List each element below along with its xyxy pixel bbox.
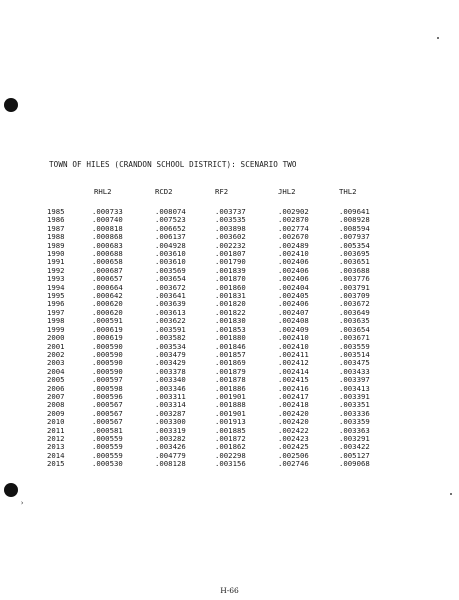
rhl2-cell: .000818	[92, 223, 123, 233]
thl2-cell: .005354	[339, 240, 370, 250]
jhl2-cell: .002407	[278, 307, 309, 317]
rhl2-cell: .000567	[92, 417, 123, 427]
rhl2-cell: .000664	[92, 282, 123, 292]
jhl2-cell: .002416	[278, 383, 309, 393]
thl2-cell: .003672	[339, 299, 370, 309]
thl2-cell: .009641	[339, 207, 370, 216]
rhl2-cell: .000657	[92, 274, 123, 284]
rcd2-cell: .003300	[155, 417, 186, 427]
rcd2-cell: .003654	[155, 274, 186, 284]
jhl2-cell: .002902	[278, 207, 309, 216]
thl2-cell: .003351	[339, 400, 370, 410]
jhl2-cell: .002423	[278, 433, 309, 443]
jhl2-cell: .002489	[278, 240, 309, 250]
year-cell: 2010	[47, 417, 65, 427]
rhl2-cell: .000590	[92, 341, 123, 351]
thl2-cell: .009068	[339, 459, 370, 469]
rf2-cell: .001846	[215, 341, 246, 351]
column-header-thl2: THL2	[339, 187, 357, 196]
year-cell: 1996	[47, 299, 65, 309]
rhl2-cell: .000590	[92, 366, 123, 376]
rf2-cell: .003602	[215, 232, 246, 242]
rf2-cell: .001822	[215, 307, 246, 317]
rcd2-cell: .003569	[155, 265, 186, 275]
rf2-cell: .001807	[215, 249, 246, 259]
table-row	[47, 460, 389, 468]
year-cell: 2008	[47, 400, 65, 410]
jhl2-cell: .002411	[278, 349, 309, 359]
rf2-cell: .001870	[215, 274, 246, 284]
thl2-cell: .003654	[339, 324, 370, 334]
rcd2-cell: .003282	[155, 433, 186, 443]
rcd2-cell: .006137	[155, 232, 186, 242]
rf2-cell: .001879	[215, 366, 246, 376]
jhl2-cell: .002410	[278, 249, 309, 259]
year-cell: 2006	[47, 383, 65, 393]
rhl2-cell: .000597	[92, 375, 123, 385]
year-cell: 1999	[47, 324, 65, 334]
jhl2-cell: .002420	[278, 408, 309, 418]
jhl2-cell: .002409	[278, 324, 309, 334]
rf2-cell: .001830	[215, 316, 246, 326]
thl2-cell: .003559	[339, 341, 370, 351]
rcd2-cell: .003641	[155, 291, 186, 301]
jhl2-cell: .002412	[278, 358, 309, 368]
table-body	[47, 208, 389, 469]
rcd2-cell: .003591	[155, 324, 186, 334]
year-cell: 2000	[47, 333, 65, 343]
rhl2-cell: .000567	[92, 408, 123, 418]
rcd2-cell: .003311	[155, 391, 186, 401]
thl2-cell: .003649	[339, 307, 370, 317]
binder-hole-top	[4, 98, 18, 112]
year-cell: 2004	[47, 366, 65, 376]
rhl2-cell: .000687	[92, 265, 123, 275]
year-cell: 1993	[47, 274, 65, 284]
rhl2-cell: .000590	[92, 358, 123, 368]
rhl2-cell: .000591	[92, 316, 123, 326]
rcd2-cell: .003534	[155, 341, 186, 351]
rf2-cell: .001872	[215, 433, 246, 443]
jhl2-cell: .002415	[278, 375, 309, 385]
thl2-cell: .003776	[339, 274, 370, 284]
rhl2-cell: .000559	[92, 433, 123, 443]
rf2-cell: .001857	[215, 349, 246, 359]
thl2-cell: .003363	[339, 425, 370, 435]
thl2-cell: .003359	[339, 417, 370, 427]
jhl2-cell: .002425	[278, 442, 309, 452]
rhl2-cell: .000596	[92, 391, 123, 401]
thl2-cell: .007937	[339, 232, 370, 242]
year-cell: 1992	[47, 265, 65, 275]
year-cell: 2013	[47, 442, 65, 452]
rhl2-cell: .000642	[92, 291, 123, 301]
data-table	[47, 187, 389, 469]
thl2-cell: .003397	[339, 375, 370, 385]
thl2-cell: .003651	[339, 257, 370, 267]
rf2-cell: .001862	[215, 442, 246, 452]
rf2-cell: .001869	[215, 358, 246, 368]
thl2-cell: .003688	[339, 265, 370, 275]
rcd2-cell: .003613	[155, 307, 186, 317]
speck-top-right	[437, 37, 439, 39]
rf2-cell: .001839	[215, 265, 246, 275]
thl2-cell: .003422	[339, 442, 370, 452]
jhl2-cell: .002404	[278, 282, 309, 292]
jhl2-cell: .002506	[278, 450, 309, 460]
thl2-cell: .003635	[339, 316, 370, 326]
rcd2-cell: .003672	[155, 282, 186, 292]
thl2-cell: .003695	[339, 249, 370, 259]
rcd2-cell: .003639	[155, 299, 186, 309]
thl2-cell: .003671	[339, 333, 370, 343]
year-cell: 1989	[47, 240, 65, 250]
year-cell: 2015	[47, 459, 65, 469]
margin-mark: ›	[20, 499, 25, 507]
thl2-cell: .008594	[339, 223, 370, 233]
column-header-rhl2: RHL2	[94, 187, 112, 196]
rf2-cell: .003156	[215, 459, 246, 469]
rf2-cell: .001820	[215, 299, 246, 309]
rf2-cell: .002232	[215, 240, 246, 250]
rf2-cell: .001886	[215, 383, 246, 393]
rcd2-cell: .003429	[155, 358, 186, 368]
rhl2-cell: .000590	[92, 349, 123, 359]
rhl2-cell: .000559	[92, 442, 123, 452]
jhl2-cell: .002410	[278, 341, 309, 351]
table-header-row	[47, 187, 389, 208]
document-title: TOWN OF HILES (CRANDON SCHOOL DISTRICT): SCENARIO TWO	[49, 160, 297, 169]
year-cell: 1990	[47, 249, 65, 259]
rcd2-cell: .008074	[155, 207, 186, 216]
thl2-cell: .003391	[339, 391, 370, 401]
jhl2-cell: .002422	[278, 425, 309, 435]
thl2-cell: .003413	[339, 383, 370, 393]
page-number: H-66	[220, 586, 239, 595]
rhl2-cell: .000581	[92, 425, 123, 435]
rhl2-cell: .000620	[92, 307, 123, 317]
rf2-cell: .001913	[215, 417, 246, 427]
year-cell: 1998	[47, 316, 65, 326]
column-header-rf2: RF2	[215, 187, 229, 196]
rf2-cell: .001885	[215, 425, 246, 435]
rcd2-cell: .003378	[155, 366, 186, 376]
jhl2-cell: .002408	[278, 316, 309, 326]
rcd2-cell: .003314	[155, 400, 186, 410]
jhl2-cell: .002406	[278, 257, 309, 267]
rf2-cell: .001860	[215, 282, 246, 292]
jhl2-cell: .002417	[278, 391, 309, 401]
rf2-cell: .001853	[215, 324, 246, 334]
rcd2-cell: .003426	[155, 442, 186, 452]
rhl2-cell: .000688	[92, 249, 123, 259]
speck-bottom-right	[450, 493, 452, 495]
rhl2-cell: .000567	[92, 400, 123, 410]
year-cell: 2012	[47, 433, 65, 443]
rcd2-cell: .006652	[155, 223, 186, 233]
rhl2-cell: .000619	[92, 324, 123, 334]
binder-hole-bottom	[4, 483, 18, 497]
thl2-cell: .003514	[339, 349, 370, 359]
thl2-cell: .003709	[339, 291, 370, 301]
rhl2-cell: .000868	[92, 232, 123, 242]
rf2-cell: .002298	[215, 450, 246, 460]
year-cell: 1994	[47, 282, 65, 292]
thl2-cell: .008928	[339, 215, 370, 225]
year-cell: 2002	[47, 349, 65, 359]
rf2-cell: .001790	[215, 257, 246, 267]
jhl2-cell: .002406	[278, 265, 309, 275]
rcd2-cell: .004779	[155, 450, 186, 460]
jhl2-cell: .002406	[278, 299, 309, 309]
thl2-cell: .003475	[339, 358, 370, 368]
thl2-cell: .003791	[339, 282, 370, 292]
thl2-cell: .003336	[339, 408, 370, 418]
year-cell: 2011	[47, 425, 65, 435]
rhl2-cell: .000598	[92, 383, 123, 393]
year-cell: 1997	[47, 307, 65, 317]
rf2-cell: .003898	[215, 223, 246, 233]
year-cell: 2001	[47, 341, 65, 351]
column-header-jhl2: JHL2	[278, 187, 296, 196]
thl2-cell: .005127	[339, 450, 370, 460]
rhl2-cell: .000620	[92, 299, 123, 309]
rcd2-cell: .003582	[155, 333, 186, 343]
year-cell: 1988	[47, 232, 65, 242]
rcd2-cell: .003622	[155, 316, 186, 326]
rcd2-cell: .003346	[155, 383, 186, 393]
year-cell: 1987	[47, 223, 65, 233]
thl2-cell: .003433	[339, 366, 370, 376]
rf2-cell: .003535	[215, 215, 246, 225]
jhl2-cell: .002410	[278, 333, 309, 343]
column-header-year	[47, 187, 92, 208]
year-cell: 1991	[47, 257, 65, 267]
jhl2-cell: .002418	[278, 400, 309, 410]
rcd2-cell: .007523	[155, 215, 186, 225]
rhl2-cell: .000740	[92, 215, 123, 225]
rf2-cell: .001888	[215, 400, 246, 410]
rcd2-cell: .008128	[155, 459, 186, 469]
year-cell: 2014	[47, 450, 65, 460]
thl2-cell: .003291	[339, 433, 370, 443]
rcd2-cell: .003287	[155, 408, 186, 418]
jhl2-cell: .002414	[278, 366, 309, 376]
rhl2-cell: .000530	[92, 459, 123, 469]
rf2-cell: .001831	[215, 291, 246, 301]
rcd2-cell: .003319	[155, 425, 186, 435]
year-cell: 1995	[47, 291, 65, 301]
jhl2-cell: .002870	[278, 215, 309, 225]
rhl2-cell: .000559	[92, 450, 123, 460]
rcd2-cell: .003610	[155, 249, 186, 259]
rcd2-cell: .004928	[155, 240, 186, 250]
jhl2-cell: .002670	[278, 232, 309, 242]
year-cell: 1986	[47, 215, 65, 225]
year-cell: 2005	[47, 375, 65, 385]
rf2-cell: .001901	[215, 391, 246, 401]
year-cell: 2007	[47, 391, 65, 401]
rf2-cell: .001880	[215, 333, 246, 343]
rcd2-cell: .003479	[155, 349, 186, 359]
jhl2-cell: .002746	[278, 459, 309, 469]
rhl2-cell: .000619	[92, 333, 123, 343]
column-header-rcd2: RCD2	[155, 187, 173, 196]
jhl2-cell: .002405	[278, 291, 309, 301]
rcd2-cell: .003340	[155, 375, 186, 385]
rf2-cell: .001878	[215, 375, 246, 385]
rhl2-cell: .000658	[92, 257, 123, 267]
jhl2-cell: .002774	[278, 223, 309, 233]
rhl2-cell: .000683	[92, 240, 123, 250]
jhl2-cell: .002420	[278, 417, 309, 427]
jhl2-cell: .002406	[278, 274, 309, 284]
year-cell: 2003	[47, 358, 65, 368]
rf2-cell: .001901	[215, 408, 246, 418]
rhl2-cell: .000733	[92, 207, 123, 216]
year-cell: 2009	[47, 408, 65, 418]
rcd2-cell: .003610	[155, 257, 186, 267]
year-cell: 1985	[47, 207, 65, 216]
rf2-cell: .003737	[215, 207, 246, 216]
